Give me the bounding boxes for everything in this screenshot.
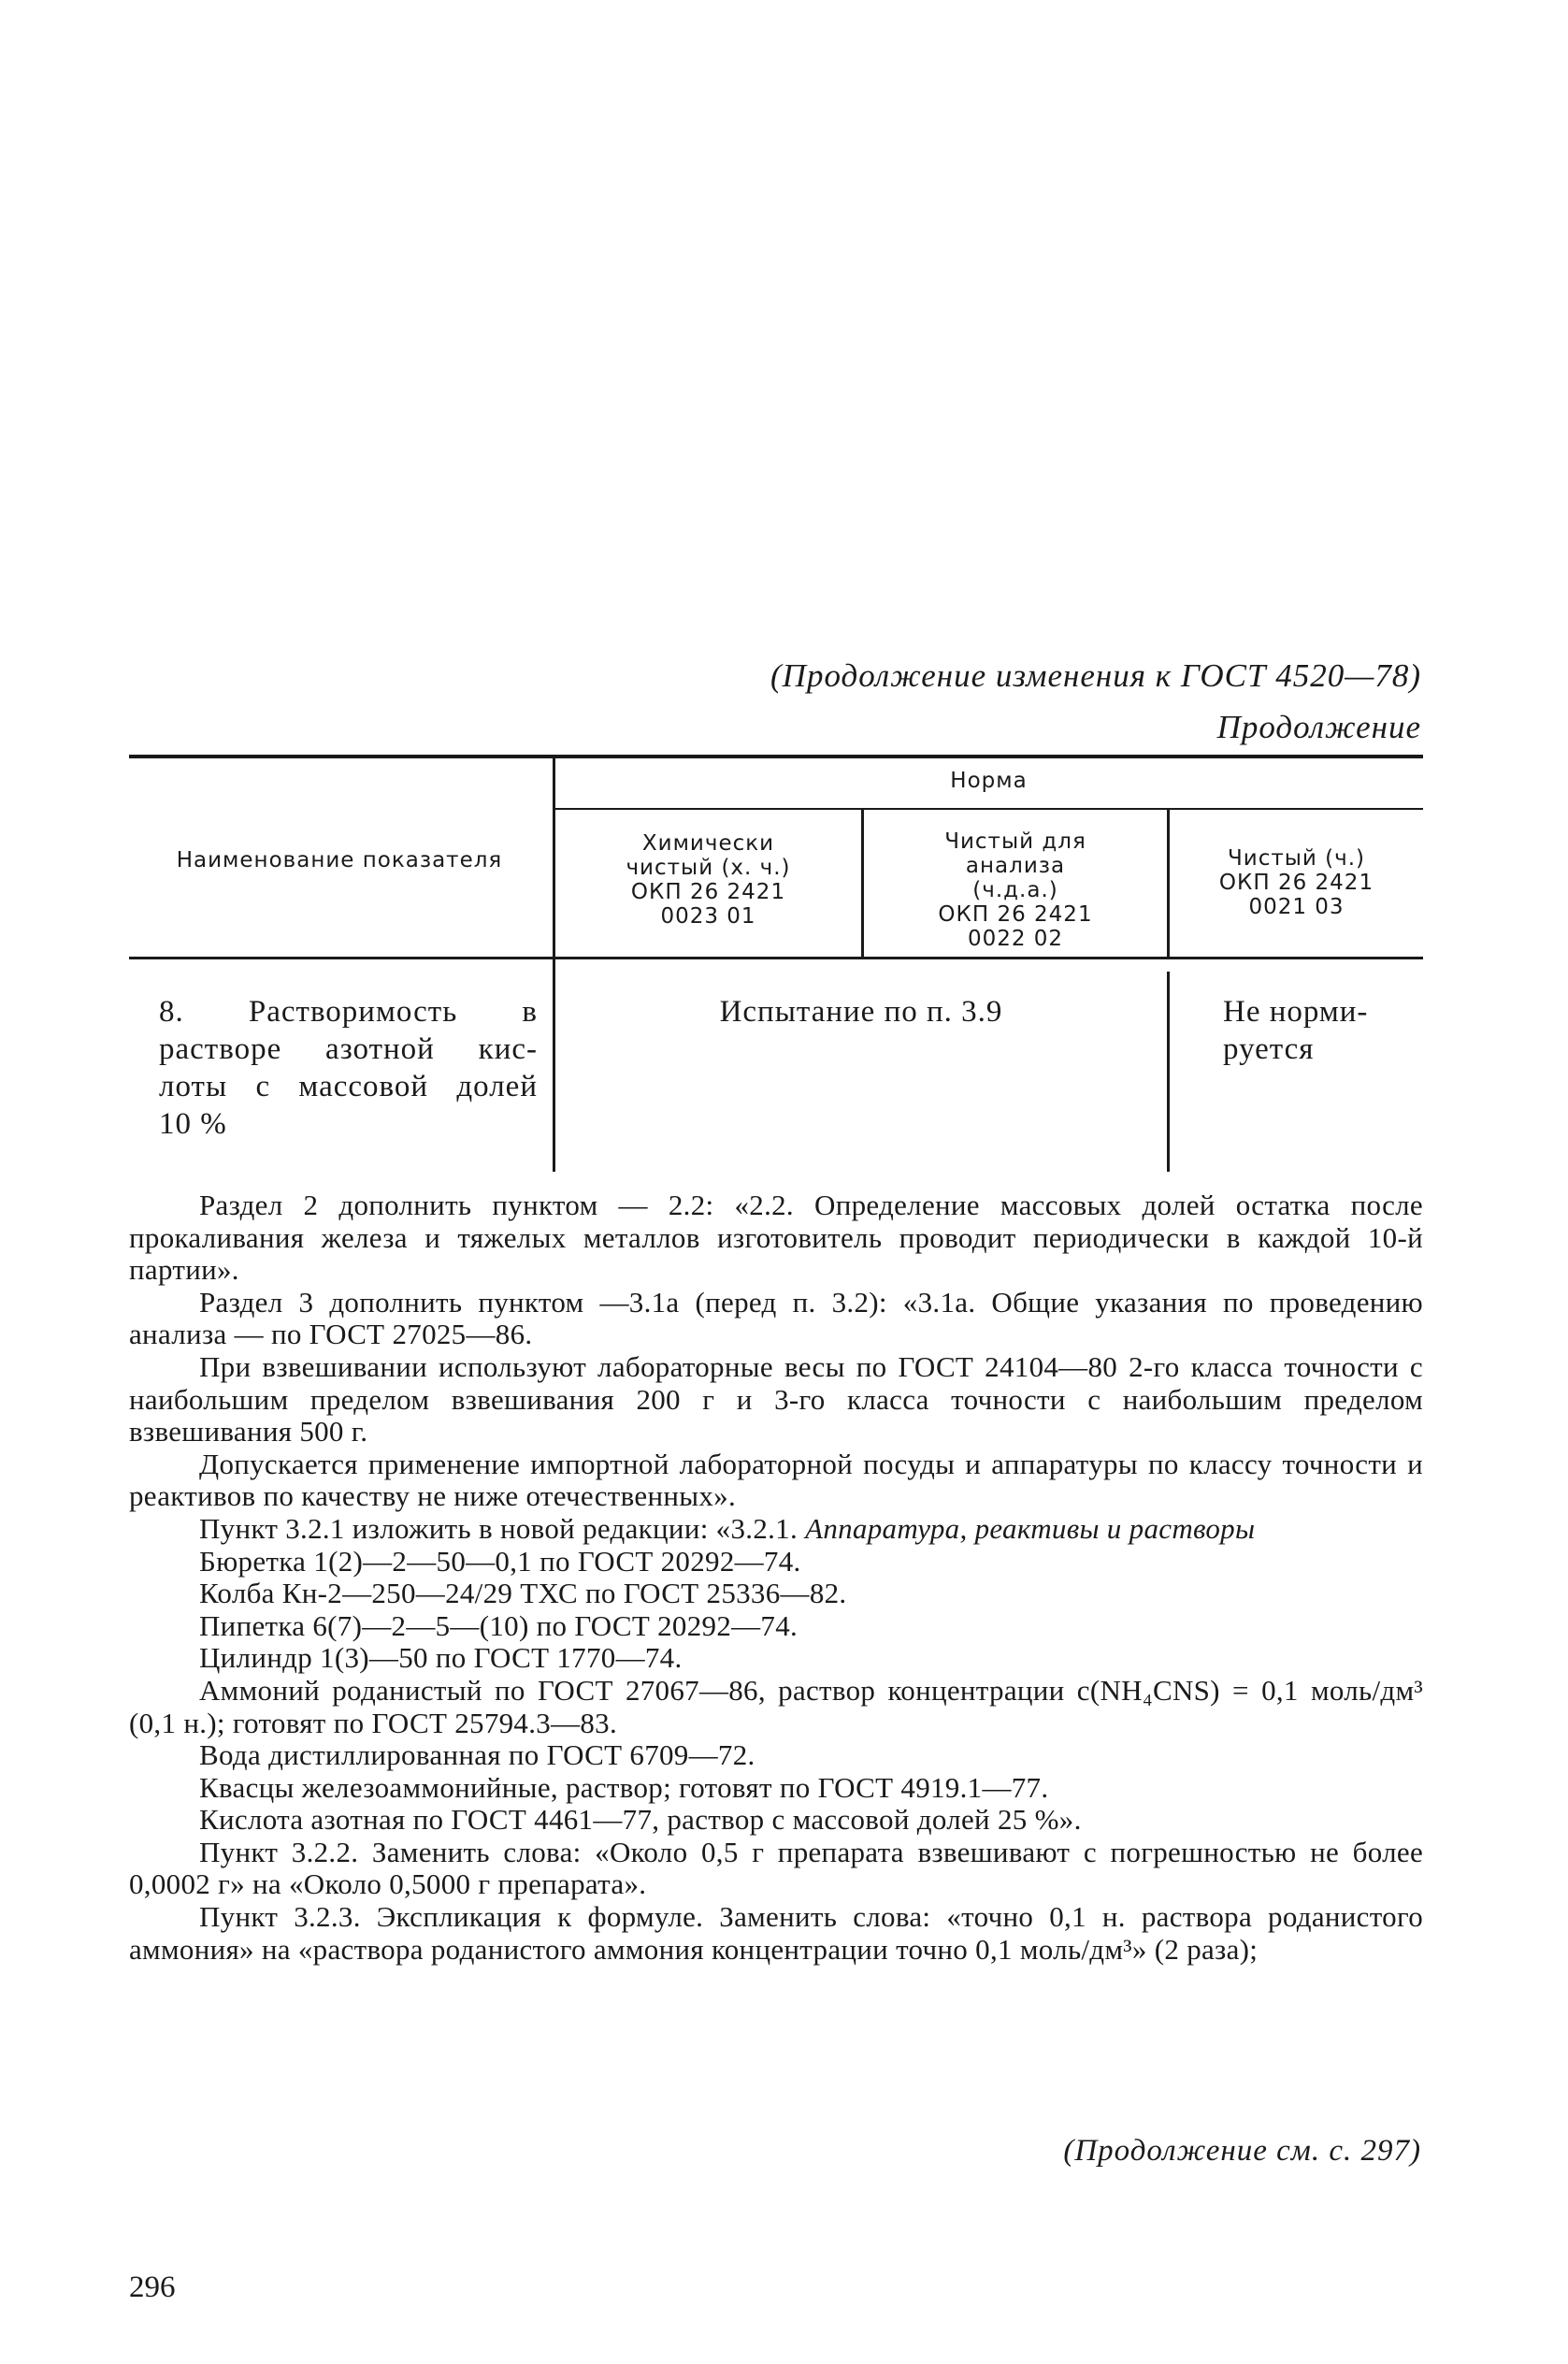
row-merged-value: Испытание по п. 3.9 xyxy=(719,995,1003,1029)
list-item: Пункт 3.2.3. Экспликация к формуле. Заменить слова: «точно 0,1 н. раствора роданистого аммония» на «раствора роданистого аммония концентрации точно 0,1 моль/дм³» (2 раза); xyxy=(129,1900,1423,1966)
list-item: Колба Кн-2—250—24/29 ТХС по ГОСТ 25336—82. xyxy=(199,1577,847,1610)
page-number: 296 xyxy=(129,2270,176,2304)
col-header-line: Чистый (ч.) xyxy=(1227,846,1366,871)
col-header-line: 0022 02 xyxy=(967,927,1064,951)
table-caption: Продолжение xyxy=(1216,709,1421,745)
item-321-prefix: Пункт 3.2.1 изложить в новой редакции: «3.2.1. xyxy=(199,1511,806,1545)
col-header-analytical-grade xyxy=(864,829,1167,951)
col-header-line: 0023 01 xyxy=(660,904,756,929)
paragraph-item-321 xyxy=(129,1513,1423,1546)
row-name-line: растворе азотной кис- xyxy=(159,1032,538,1066)
col-header-pure xyxy=(1170,846,1423,919)
body-text xyxy=(129,1189,1423,1966)
col-header-chemically-pure xyxy=(555,831,861,929)
col-header-line: ОКП 26 2421 xyxy=(938,902,1093,927)
table-group-rule xyxy=(554,808,1423,810)
col-header-name: Наименование показателя xyxy=(176,848,503,872)
list-item: Цилиндр 1(3)—50 по ГОСТ 1770—74. xyxy=(199,1641,683,1675)
col-header-line: 0021 03 xyxy=(1248,895,1345,919)
continuation-title: (Продолжение изменения к ГОСТ 4520—78) xyxy=(770,657,1421,694)
list-item: Бюретка 1(2)—2—50—0,1 по ГОСТ 20292—74. xyxy=(199,1544,801,1578)
list-item: Квасцы железоаммонийные, раствор; готовят по ГОСТ 4919.1—77. xyxy=(199,1770,1049,1804)
col-header-line: чистый (х. ч.) xyxy=(626,856,791,880)
row-last-line: руется xyxy=(1223,1032,1315,1066)
table-header-rule xyxy=(129,957,1423,959)
table-top-rule xyxy=(129,755,1423,758)
list-item: Пипетка 6(7)—2—5—(10) по ГОСТ 20292—74. xyxy=(199,1608,798,1642)
col-header-line: ОКП 26 2421 xyxy=(630,880,786,904)
col-header-line: анализа xyxy=(965,854,1066,878)
paragraph: Допускается применение импортной лабораторной посуды и аппаратуры по классу точности и реактивов по качеству не ниже отечественных». xyxy=(129,1447,1423,1513)
paragraph: Раздел 2 дополнить пунктом — 2.2: «2.2. Определение массовых долей остатка после прокаливания железа и тяжелых металлов изготовитель проводит периодически в каждой 10-й партии». xyxy=(129,1189,1423,1287)
list-item: Аммоний роданистый по ГОСТ 27067—86, раствор концентрации c(NH₄CNS) = 0,1 моль/дм³ (0,1 н.); готовят по ГОСТ 25794.3—83. xyxy=(129,1673,1423,1739)
norm-table xyxy=(129,755,1423,1175)
paragraph: Раздел 3 дополнить пунктом —3.1а (перед п. 3.2): «3.1а. Общие указания по проведению анализа — по ГОСТ 27025—86. xyxy=(129,1285,1423,1351)
list-item: Вода дистиллированная по ГОСТ 6709—72. xyxy=(199,1738,755,1772)
row-last-col-value xyxy=(1223,993,1410,1068)
col-header-line: Химически xyxy=(641,831,775,856)
table-vrule-1 xyxy=(553,758,555,1172)
group-header-norma: Норма xyxy=(950,769,1028,793)
continuation-note: (Продолжение см. с. 297) xyxy=(1063,2134,1421,2168)
col-header-line: (ч.д.а.) xyxy=(972,878,1058,902)
col-header-line: ОКП 26 2421 xyxy=(1218,871,1374,895)
row-name-solubility xyxy=(159,993,538,1143)
row-last-line: Не норми- xyxy=(1223,995,1369,1029)
list-item: Кислота азотная по ГОСТ 4461—77, раствор с массовой долей 25 %». xyxy=(199,1803,1082,1837)
list-item: Пункт 3.2.2. Заменить слова: «Около 0,5 г препарата взвешивают с погрешностью не более 0,0002 г» на «Около 0,5000 г препарата». xyxy=(129,1835,1423,1901)
row-name-line: 10 % xyxy=(159,1107,227,1141)
col-header-line: Чистый для xyxy=(944,829,1086,854)
table-vrule-4 xyxy=(1167,972,1170,1172)
paragraph: При взвешивании используют лабораторные весы по ГОСТ 24104—80 2-го класса точности с наибольшим пределом взвешивания 200 г и 3-го класса точности с наибольшим пределом взвешивания 500 г. xyxy=(129,1349,1423,1449)
row-name-line: 8. Растворимость в xyxy=(159,995,538,1029)
item-321-italic-heading: Аппаратура, реактивы и растворы xyxy=(805,1511,1256,1545)
row-name-line: лоты с массовой долей xyxy=(159,1070,538,1103)
